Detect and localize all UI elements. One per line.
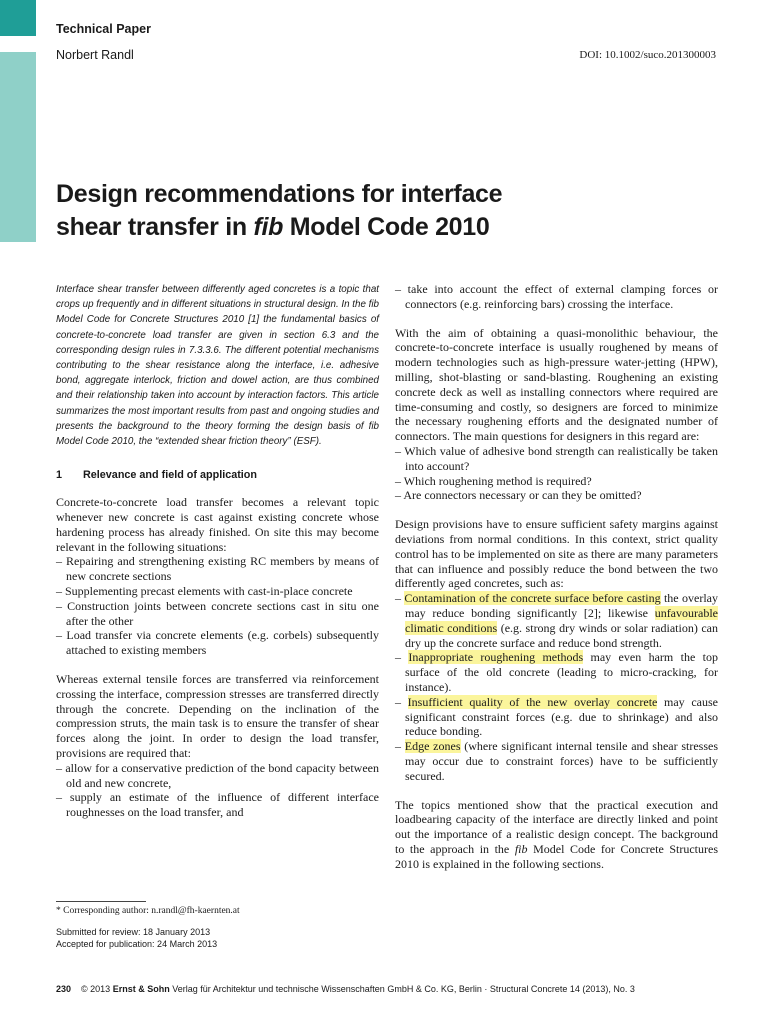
journal-color-block [0,0,36,36]
paper-title [56,178,736,244]
list-item: – Are connectors necessary or can they be omitted? [395,488,642,503]
bullet-list [395,282,718,312]
footnote-divider [56,901,146,902]
journal-side-bar [0,52,36,242]
list-item: – allow for a conservative prediction of the bond capacity between old and new concrete, [56,760,379,790]
author-name: Norbert Randl [56,48,134,62]
list-item: – supply an estimate of the influence of different interface roughnesses on the load transfer, and [56,790,379,820]
title-line-2-pre: shear transfer in [56,213,254,241]
list-item: – Inappropriate roughening methods may even harm the top surface of the old concrete (leading to micro-cracking, for instance). [395,650,719,694]
section-title: Relevance and field of application [83,469,257,482]
highlight: Insufficient quality of the new overlay concrete [407,694,658,709]
submission-dates [56,927,217,950]
list-item: – Contamination of the concrete surface before casting the overlay may reduce bonding significantly [2]; likewise unfavourable climatic conditions (e.g. strong dry winds or solar radiation) can dry up the concrete surface and reduce bond strength. [395,591,719,650]
highlight: Edge zones [404,739,461,754]
bullet-list [395,444,718,503]
publisher-name: Ernst & Sohn [112,984,170,994]
list-item: – take into account the effect of external clamping forces or connectors (e.g. reinforcing bars) crossing the interface. [395,282,718,311]
section-heading [56,469,379,481]
highlight: Inappropriate roughening methods [408,650,584,665]
left-column [56,282,379,820]
bullet-list [56,554,379,658]
list-item: – Insufficient quality of the new overlay concrete may cause significant constraint forces (e.g. due to shrinkage) and also reduce bonding. [395,694,718,739]
highlight: unfavourable climatic conditions [405,605,718,635]
paragraph: Concrete-to-concrete load transfer becomes a relevant topic whenever new concrete is cast against existing concrete whose hardening process has already finished. On site this may become relevant in the following situations: [56,495,379,554]
list-item: – Edge zones (where significant internal tensile and shear stresses may occur due to constraint forces) have to be sufficiently secured. [395,739,719,783]
title-italic-fib: fib [253,213,284,241]
list-item: – Construction joints between concrete sections cast in situ one after the other [56,598,379,628]
list-item: – Which value of adhesive bond strength can realistically be taken into account? [395,443,718,473]
footnote: * Corresponding author: n.randl@fh-kaernten.at [56,906,240,916]
title-line-2-post: Model Code 2010 [283,213,490,241]
abstract: Interface shear transfer between differently aged concretes is a topic that crops up frequently and in different situations in structural design. In the fib Model Code for Concrete Structures 2010 [1] the fundamental basics of concrete-to-concrete load transfer are given in section 6.3 and the corresponding design rules in 7.3.3.6. The different potential mechanisms contributing to the shear resistance along the interface, i.e. adhesive bond, aggregate interlock, friction and dowel action, are thus combined and their relationship taken into account by interaction factors. This article summarizes the most important results from past and ongoing studies and presents the background to the theory forming the design basis of fib Model Code 2010, the “extended shear friction theory” (ESF). [56,284,379,448]
list-item: – Which roughening method is required? [395,473,592,488]
submitted-date: Submitted for review: 18 January 2013 [56,927,211,937]
bullet-list [56,761,379,820]
list-item: – Repairing and strengthening existing RC members by means of new concrete sections [56,554,379,584]
accepted-date: Accepted for publication: 24 March 2013 [56,938,218,949]
highlight: Contamination of the concrete surface before casting [404,591,661,606]
paragraph: With the aim of obtaining a quasi-monolithic behaviour, the concrete-to-concrete interface is usually roughened by means of modern technologies such as high-pressure water-jetting (HPW), milling, shot-blasting or sand-blasting. Roughening an existing concrete deck as well as installing connectors where required are time-consuming and costly, so designers are forced to minimize the necessary roughening efforts and the designated number of connectors. The main questions for designers in this regard are: [395,325,718,444]
paragraph: Design provisions have to ensure sufficient safety margins against deviations from normal conditions. In this context, strict quality control has to be implemented on site as there are many parameters that can influence and possibly reduce the bond between the two differently aged concretes, such as: [395,517,718,591]
title-line-1: Design recommendations for interface [56,180,503,208]
section-number: 1 [56,469,63,482]
right-column [395,282,718,871]
paragraph: Whereas external tensile forces are transferred via reinforcement crossing the interface, compression stresses are transferred directly through the concrete. Depending on the inclination of the compression struts, the main task is to ensure the transfer of shear forces along the joint. In order to design the load transfer, provisions are required that: [56,672,379,760]
paper-type-label: Technical Paper [56,22,151,36]
list-item: – Supplementing precast elements with cast-in-place concrete [56,584,353,599]
page-footer: 230 © 2013 Ernst & Sohn Verlag für Architektur und technische Wissenschaften GmbH & Co. KG, Berlin · Structural Concrete 14 (2013), No. 3 [56,984,635,994]
doi-link[interactable]: DOI: 10.1002/suco.201300003 [579,49,716,61]
page-number: 230 [56,984,72,994]
list-item: – Load transfer via concrete elements (e.g. corbels) subsequently attached to existing members [56,628,379,658]
highlighted-list [395,591,718,783]
paragraph: The topics mentioned show that the practical execution and loadbearing capacity of the interface are directly linked and point out the importance of a realistic design concept. The background to the approach in the fib Model Code for Concrete Structures 2010 is explained in the following sections. [395,797,719,871]
